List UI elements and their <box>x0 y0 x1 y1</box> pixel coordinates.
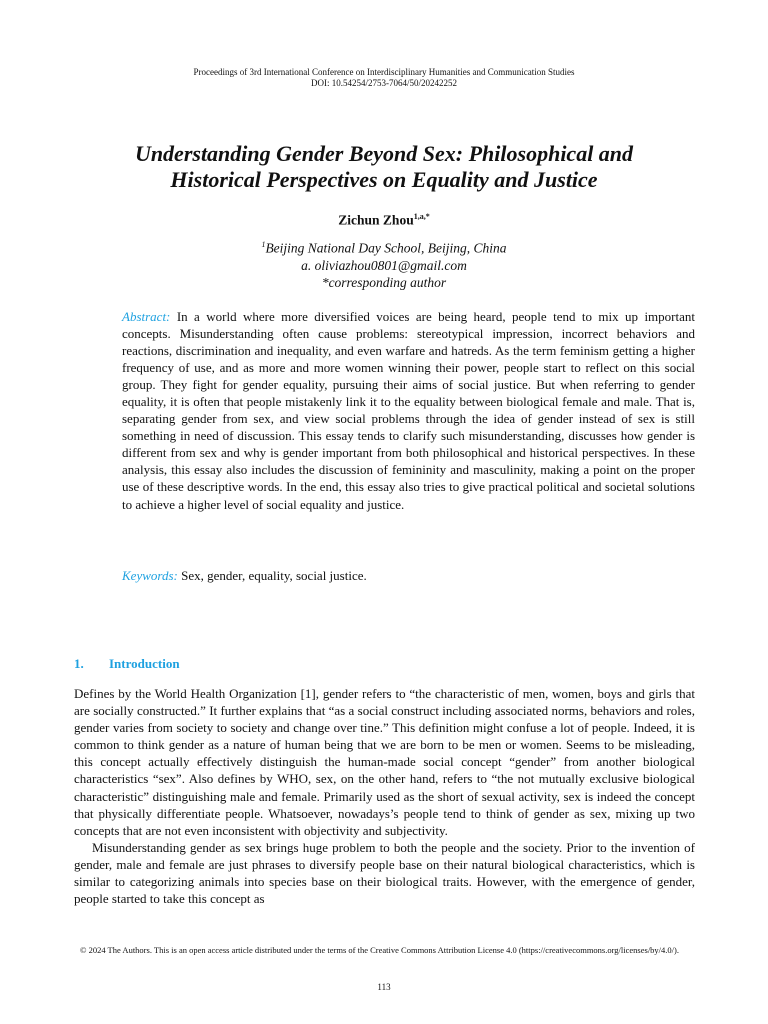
affiliation-email: a. oliviazhou0801@gmail.com <box>301 257 467 273</box>
body-text <box>74 685 695 907</box>
title-line-2: Historical Perspectives on Equality and Justice <box>170 167 598 192</box>
section-title: Introduction <box>109 656 180 671</box>
section-heading <box>74 656 180 672</box>
abstract-label: Abstract: <box>122 309 171 324</box>
header-doi: DOI: 10.54254/2753-7064/50/20242252 <box>311 78 457 88</box>
header-proceedings: Proceedings of 3rd International Conference on Interdisciplinary Humanities and Communication Studies <box>193 67 575 77</box>
affiliation-institution: Beijing National Day School, Beijing, China <box>265 240 507 256</box>
abstract <box>122 308 695 513</box>
affiliation-sup: 1 <box>261 240 266 249</box>
affiliation-institution-line <box>0 236 768 257</box>
keywords <box>122 567 695 584</box>
license-footnote: © 2024 The Authors. This is an open access article distributed under the terms of the Creative Commons Attribution License 4.0 (https://creativecommons.org/licenses/by/4.0/). <box>80 945 679 955</box>
running-header <box>0 67 768 89</box>
section-number: 1. <box>74 656 84 671</box>
author-name: Zichun Zhou <box>338 212 414 228</box>
keywords-text: Sex, gender, equality, social justice. <box>181 568 367 583</box>
paper-title <box>60 141 708 193</box>
affiliation-corresponding: *corresponding author <box>321 274 447 290</box>
author <box>0 212 768 229</box>
title-line-1: Understanding Gender Beyond Sex: Philosophical and <box>134 141 634 166</box>
body-paragraph-2: Misunderstanding gender as sex brings huge problem to both the people and the society. Prior to the invention of gender, male and female are just phrases to diversify people base on their natural biological characteristics, which is similar to categorizing animals into species base on their biological traits. However, with the emergence of gender, people started to take this concept as <box>74 839 695 907</box>
keywords-label: Keywords: <box>122 568 178 583</box>
page-number: 113 <box>377 982 391 992</box>
author-marks: 1,a,* <box>413 212 430 221</box>
body-paragraph-1: Defines by the World Health Organization [1], gender refers to “the characteristic of men, women, boys and girls that are socially constructed.” It further explains that “as a social construct including associated norms, behaviors and roles, gender varies from society to society and change over tine.” This definition might confuse a lot of people. Indeed, it is common to think gender as a nature of human being that we are born to be men or women. Seems to be misleading, this concept actually effectively distinguish the human-made social concept “gender” from another biological characteristics “sex”. Also defines by WHO, sex, on the other hand, refers to “the not mutually exclusive biological characteristic” distinguishing male and female. Primarily used as the short of sexual activity, sex is indeed the concept that physically differentiate people. Whatsoever, nowadays’s people tend to think of gender as sex, mixing up two concepts that are not even inconsistent with objectivity and subjectivity. <box>74 686 695 838</box>
affiliation <box>0 236 768 291</box>
abstract-text: In a world where more diversified voices are being heard, people tend to mix up important concepts. Misunderstanding often cause problems: stereotypical impression, incorrect behaviors and reactions, discrimination and inequality, and even warfare and hatreds. As the term feminism getting a higher frequency of use, and as more and more women winning their power, people start to reflect on this social group. They fight for gender equality, pursuing their aims of social justice. But when referring to gender equality, it is often that people mistakenly link it to the equality between biological female and male. That is, separating gender from sex, and view social problems through the idea of gender instead of sex is still something in need of discussion. This essay tends to clarify such misunderstanding, discusses how gender is different from sex and why is gender important from both philosophical and historical perspectives. In these analysis, this essay also includes the discussion of femininity and masculinity, making a point on the proper use of these descriptive words. In the end, this essay also tries to give practical political and societal solutions to achieve a higher level of social equality and justice. <box>122 309 695 512</box>
